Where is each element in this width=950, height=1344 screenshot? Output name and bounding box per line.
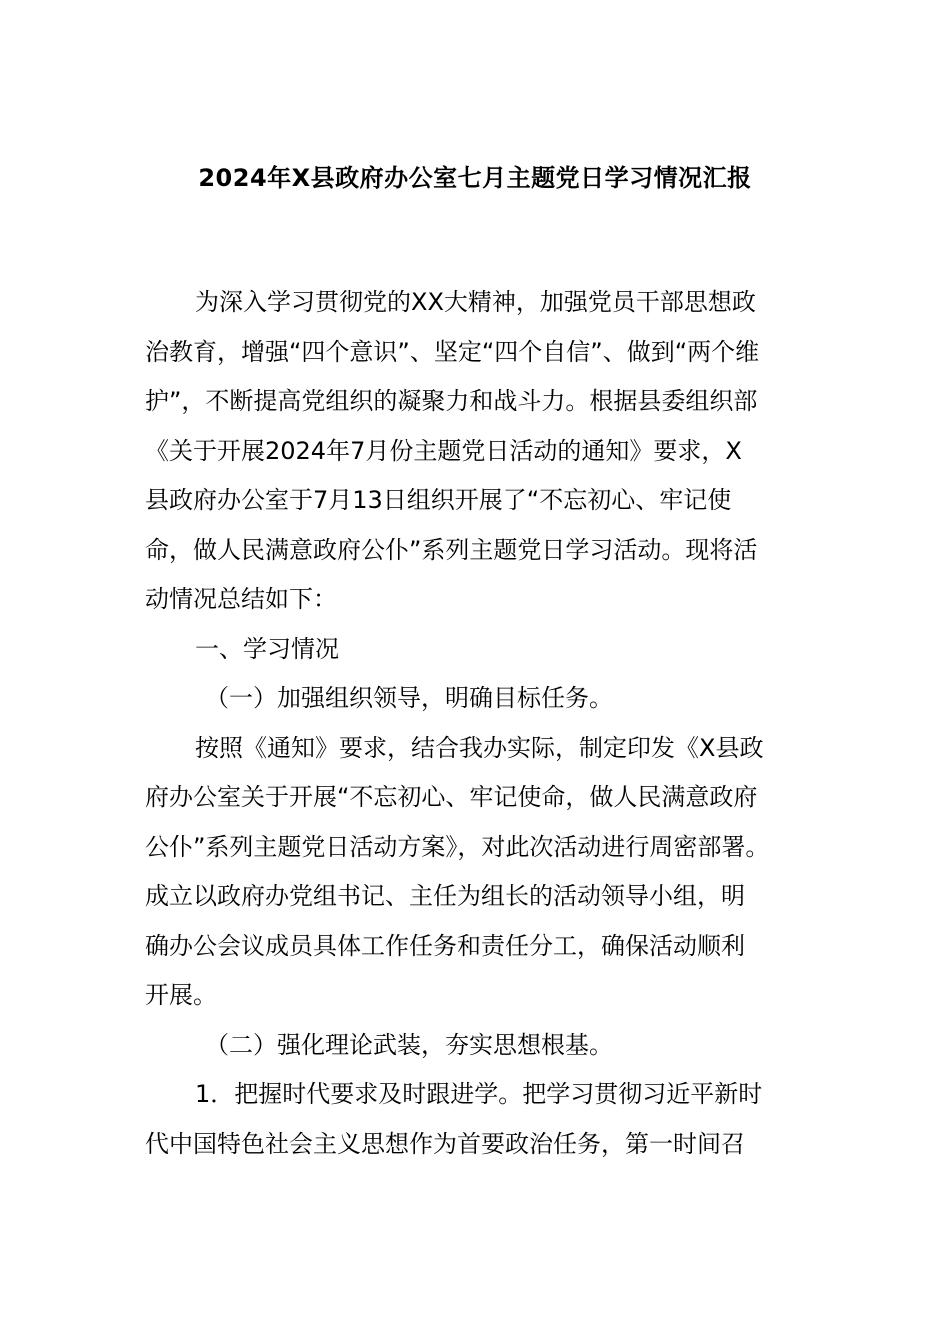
paragraph-line: 成立以政府办党组书记、主任为组长的活动领导小组，明 — [145, 882, 745, 910]
paragraph-line: 代中国特色社会主义思想作为首要政治任务，第一时间召 — [145, 1129, 745, 1158]
paragraph-line: 护”，不断提高党组织的凝聚力和战斗力。根据县委组织部 — [145, 387, 758, 415]
paragraph-line: 按照《通知》要求，结合我办实际，制定印发《X县政 — [195, 733, 764, 762]
paragraph-line: 动情况总结如下： — [145, 585, 337, 613]
subsection-heading: （一）加强组织领导，明确目标任务。 — [205, 684, 613, 712]
paragraph-line: 确办公会议成员具体工作任务和责任分工，确保活动顺利 — [145, 931, 745, 960]
paragraph-line: 治教育，增强“四个意识”、坚定“四个自信”、做到“两个维 — [145, 337, 760, 366]
paragraph-line: 1．把握时代要求及时跟进学。把学习贯彻习近平新时 — [195, 1080, 763, 1108]
paragraph-line: 《关于开展2024年7月份主题党日活动的通知》要求，X — [145, 436, 742, 465]
paragraph-line: 府办公室关于开展“不忘初心、牢记使命，做人民满意政府 — [145, 783, 758, 811]
document-title: 2024年X县政府办公室七月主题党日学习情况汇报 — [198, 164, 752, 192]
paragraph-line: 县政府办公室于7月13日组织开展了“不忘初心、牢记使 — [145, 486, 732, 514]
section-heading: 一、学习情况 — [195, 634, 339, 663]
subsection-heading: （二）强化理论武装，夯实思想根基。 — [205, 1030, 613, 1059]
paragraph-line: 为深入学习贯彻党的XX大精神，加强党员干部思想政 — [195, 288, 756, 316]
document-body — [145, 278, 825, 1169]
paragraph-line: 公仆”系列主题党日活动方案》，对此次活动进行周密部署。 — [145, 832, 770, 861]
paragraph-line: 开展。 — [145, 981, 217, 1009]
paragraph-line: 命，做人民满意政府公仆”系列主题党日学习活动。现将活 — [145, 535, 758, 564]
